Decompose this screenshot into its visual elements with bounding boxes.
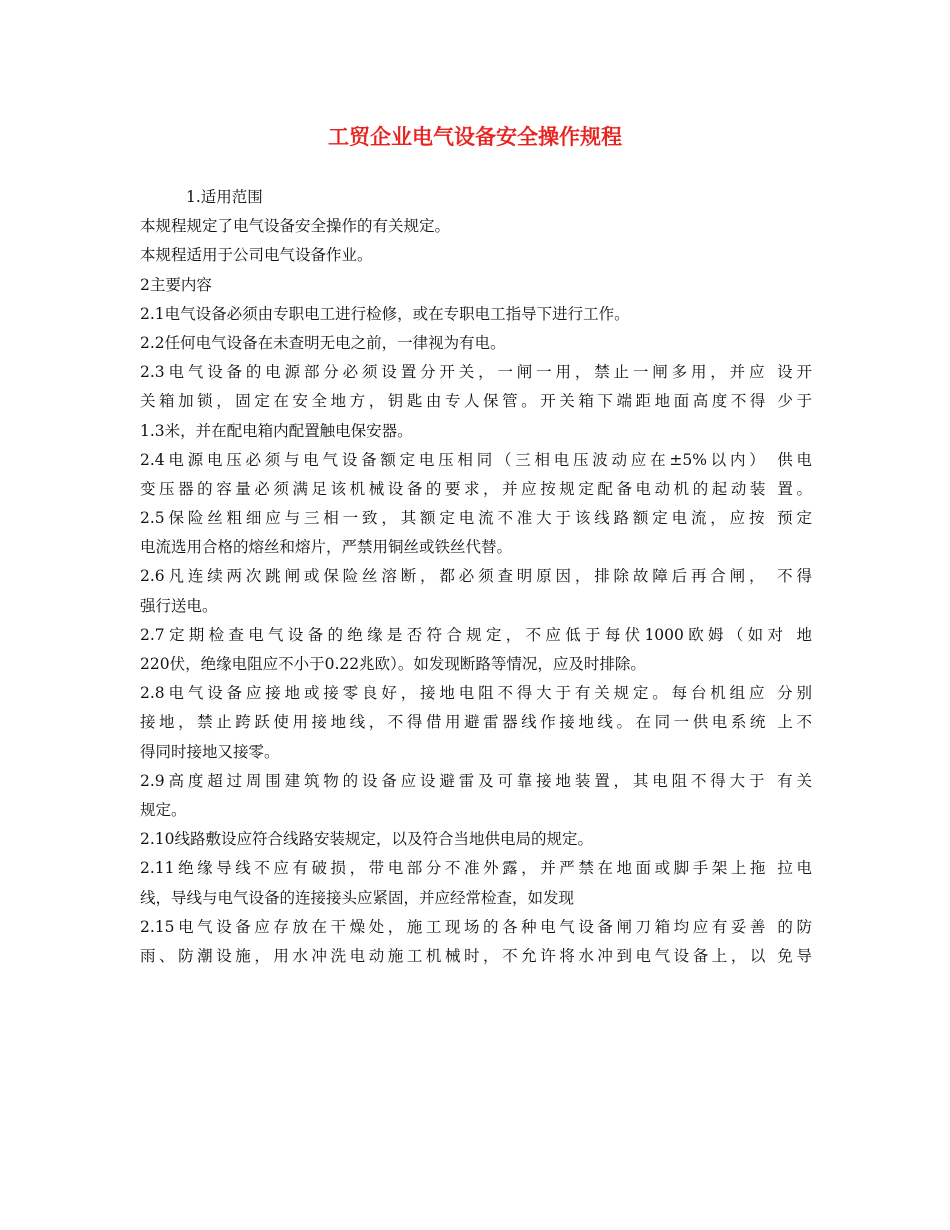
body-line: 本规程适用于公司电气设备作业。 — [140, 246, 373, 265]
body-line: 变压器的容量必须满足该机械设备的要求，并应按规定配备电动机的起动装 置。 — [140, 479, 812, 498]
body-line: 线，导线与电气设备的连接接头应紧固，并应经常检查，如发现 — [140, 888, 575, 907]
body-line: 2.15电气设备应存放在干燥处，施工现场的各种电气设备闸刀箱均应有妥善 的防 — [140, 917, 812, 936]
body-line: 电流选用合格的熔丝和熔片，严禁用铜丝或铁丝代替。 — [140, 538, 513, 557]
body-line: 2.1电气设备必须由专职电工进行检修，或在专职电工指导下进行工作。 — [140, 304, 630, 323]
body-line: 2.9高度超过周围建筑物的设备应设避雷及可靠接地装置，其电阻不得大于 有关 — [140, 771, 812, 790]
document-title: 工贸企业电气设备安全操作规程 — [328, 125, 622, 149]
body-line: 本规程规定了电气设备安全操作的有关规定。 — [140, 217, 451, 236]
body-line: 关箱加锁，固定在安全地方，钥匙由专人保管。开关箱下端距地面高度不得 少于 — [140, 392, 812, 411]
body-line: 2.4电源电压必须与电气设备额定电压相同（三相电压波动应在±5%以内） 供电 — [140, 450, 812, 469]
body-line: 2.2任何电气设备在未查明无电之前，一律视为有电。 — [140, 333, 506, 352]
body-line: 220伏，绝缘电阻应不小于0.22兆欧）。如发现断路等情况，应及时排除。 — [140, 655, 646, 673]
body-line: 2.7定期检查电气设备的绝缘是否符合规定，不应低于每伏1000欧姆（如对 地 — [140, 625, 812, 644]
body-line: 1.3米，并在配电箱内配置触电保安器。 — [140, 421, 413, 440]
body-line: 1.适用范围 — [186, 188, 263, 206]
body-line: 2.6凡连续两次跳闸或保险丝溶断，都必须查明原因，排除故障后再合闸， 不得 — [140, 567, 812, 586]
body-line: 2.10线路敷设应符合线路安装规定，以及符合当地供电局的规定。 — [140, 830, 594, 849]
body-line: 2.11绝缘导线不应有破损，带电部分不准外露，并严禁在地面或脚手架上拖 拉电 — [140, 859, 812, 878]
body-line: 规定。 — [140, 800, 187, 819]
body-line: 接地，禁止跨跃使用接地线，不得借用避雷器线作接地线。在同一供电系统 上不 — [140, 713, 812, 732]
body-line: 雨、防潮设施，用水冲洗电动施工机械时，不允许将水冲到电气设备上，以 免导 — [140, 946, 812, 965]
body-line: 得同时接地又接零。 — [140, 742, 280, 761]
body-line: 2.3电气设备的电源部分必须设置分开关，一闸一用，禁止一闸多用，并应 设开 — [140, 363, 812, 382]
body-line: 2.8电气设备应接地或接零良好，接地电阻不得大于有关规定。每台机组应 分别 — [140, 684, 812, 703]
body-line: 2主要内容 — [140, 275, 212, 294]
body-line: 强行送电。 — [140, 596, 218, 615]
body-line: 2.5保险丝粗细应与三相一致，其额定电流不准大于该线路额定电流，应按 预定 — [140, 509, 812, 528]
document-body — [140, 183, 812, 971]
